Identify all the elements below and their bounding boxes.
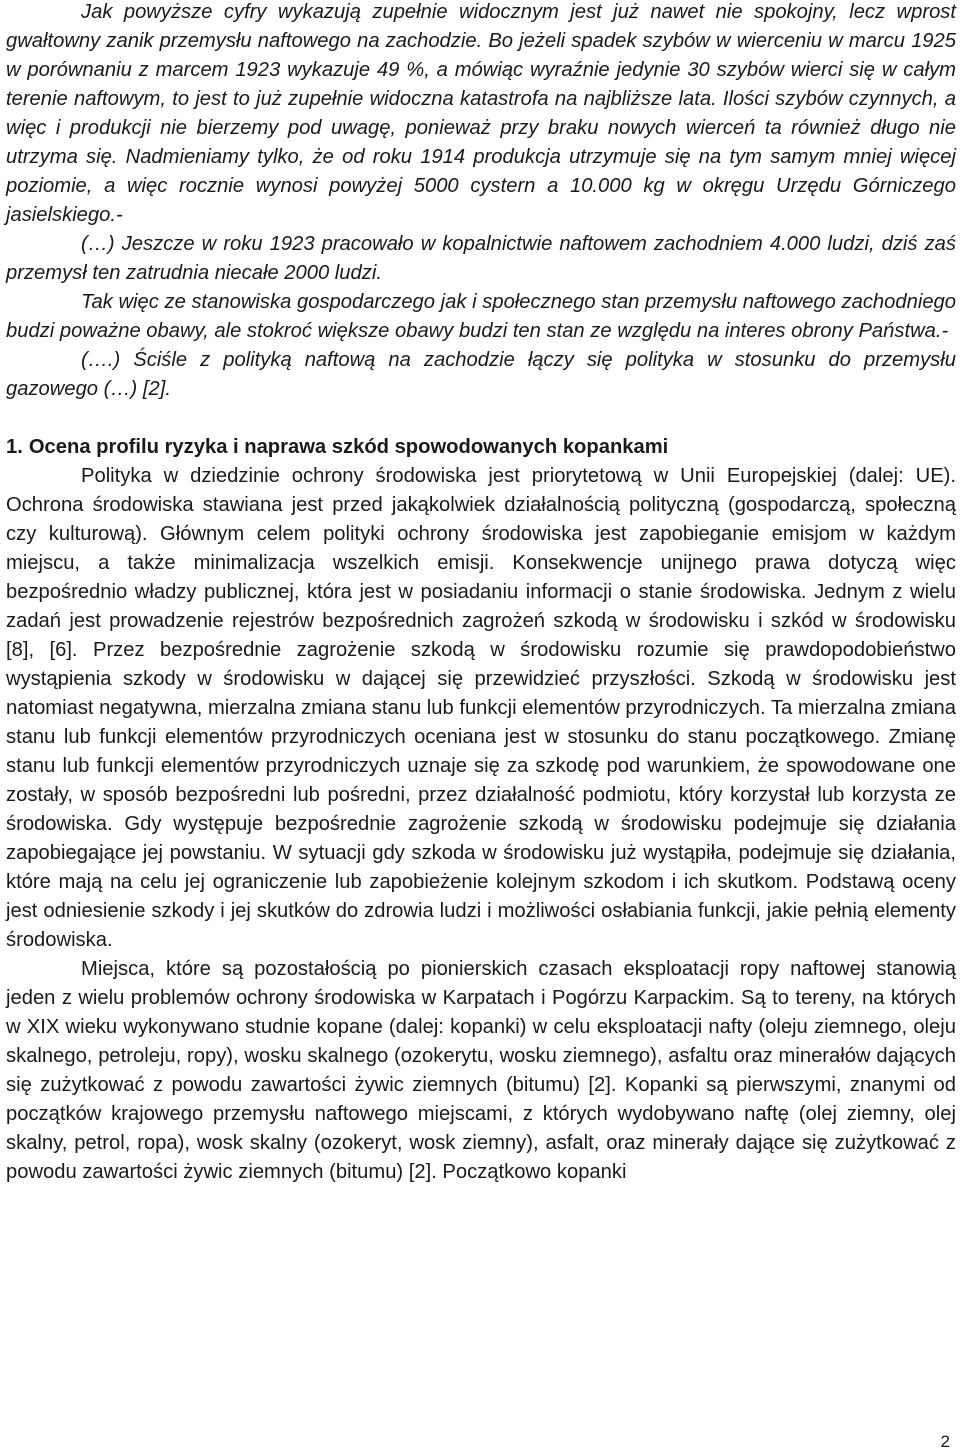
quote-paragraph-1: Jak powyższe cyfry wykazują zupełnie widocznym jest już nawet nie spokojny, lecz wprost gwałtowny zanik przemysłu naftowego na zachodzie. Bo jeżeli spadek szybów w wierceniu w marcu 1925 w porównaniu z marcem 1923 wykazuje 49 %, a mówiąc wyraźnie jedynie 30 szybów wierci się w całym terenie naftowym, to jest to już zupełnie widoczna katastrofa na najbliższe lata. Ilości szybów czynnych, a więc i produkcji nie bierzemy pod uwagę, ponieważ przy braku nowych wierceń ta również długo nie utrzyma się. Nadmieniamy tylko, że od roku 1914 produkcja utrzymuje się na tym samym mniej więcej poziomie, a więc rocznie wynosi powyżej 5000 cystern a 10.000 kg w okręgu Urzędu Górniczego jasielskiego.- xyxy=(6,1,956,226)
quoted-passage xyxy=(6,0,956,404)
section-number: 1. xyxy=(6,436,23,458)
body-paragraph-2: Miejsca, które są pozostałością po pionierskich czasach eksploatacji ropy naftowej stanowią jeden z wielu problemów ochrony środowiska w Karpatach i Pogórzu Karpackim. Są to tereny, na których w XIX wieku wykonywano studnie kopane (dalej: kopanki) w celu eksploatacji nafty (oleju ziemnego, oleju skalnego, petroleju, ropy), wosku skalnego (ozokerytu, wosku ziemnego), asfaltu oraz minerałów dających się zużytkować z powodu zawartości żywic ziemnych (bitumu) [2]. Kopanki są pierwszymi, znanymi od początków krajowego przemysłu naftowego miejscami, z których wydobywano naftę (olej ziemny, olej skalny, petrol, ropa), wosk skalny (ozokeryt, wosk ziemny), asfalt, oraz minerały dające się zużytkować z powodu zawartości żywic ziemnych (bitumu) [2]. Początkowo kopanki xyxy=(6,958,956,1183)
section-title: Ocena profilu ryzyka i naprawa szkód spowodowanych kopankami xyxy=(28,436,669,458)
document-page xyxy=(6,0,956,1187)
section-heading xyxy=(6,433,956,462)
section-body xyxy=(6,462,956,1187)
quote-paragraph-2: (…) Jeszcze w roku 1923 pracowało w kopalnictwie naftowem zachodniem 4.000 ludzi, dziś zaś przemysł ten zatrudnia niecałe 2000 ludzi. xyxy=(6,233,956,284)
quote-paragraph-3: Tak więc ze stanowiska gospodarczego jak i społecznego stan przemysłu naftowego zachodniego budzi poważne obawy, ale stokroć większe obawy budzi ten stan ze względu na interes obrony Państwa.- xyxy=(6,291,956,342)
page-number: 2 xyxy=(940,1432,950,1451)
quote-paragraph-4: (….) Ściśle z polityką naftową na zachodzie łączy się polityka w stosunku do przemysłu gazowego (…) [2]. xyxy=(6,349,956,400)
body-paragraph-1: Polityka w dziedzinie ochrony środowiska jest priorytetową w Unii Europejskiej (dalej: UE). Ochrona środowiska stawiana jest przed jakąkolwiek działalnością polityczną (gospodarczą, społeczną czy kulturową). Głównym celem polityki ochrony środowiska jest zapobieganie emisjom w każdym miejscu, a także minimalizacja wszelkich emisji. Konsekwencje unijnego prawa dotyczą więc bezpośrednio władzy publicznej, która jest w posiadaniu informacji o stanie środowiska. Jednym z wielu zadań jest prowadzenie rejestrów bezpośrednich zagrożeń szkodą w środowisku i szkód w środowisku [8], [6]. Przez bezpośrednie zagrożenie szkodą w środowisku rozumie się prawdopodobieństwo wystąpienia szkody w środowisku w dającej się przewidzieć przyszłości. Szkodą w środowisku jest natomiast negatywna, mierzalna zmiana stanu lub funkcji elementów przyrodniczych. Ta mierzalna zmiana stanu lub funkcji elementów przyrodniczych oceniana jest w stosunku do stanu początkowego. Zmianę stanu lub funkcji elementów przyrodniczych uznaje się za szkodę pod warunkiem, że spowodowane one zostały, w sposób bezpośredni lub pośredni, przez działalność podmiotu, który korzystał lub korzysta ze środowiska. Gdy występuje bezpośrednie zagrożenie szkodą w środowisku podejmuje się działania zapobiegające jej powstaniu. W sytuacji gdy szkoda w środowisku już wystąpiła, podejmuje się działania, które mają na celu jej ograniczenie lub zapobieżenie kolejnym szkodom i ich skutkom. Podstawą oceny jest odniesienie szkody i jej skutków do zdrowia ludzi i możliwości osłabiania funkcji, jakie pełnią elementy środowiska. xyxy=(6,465,957,951)
